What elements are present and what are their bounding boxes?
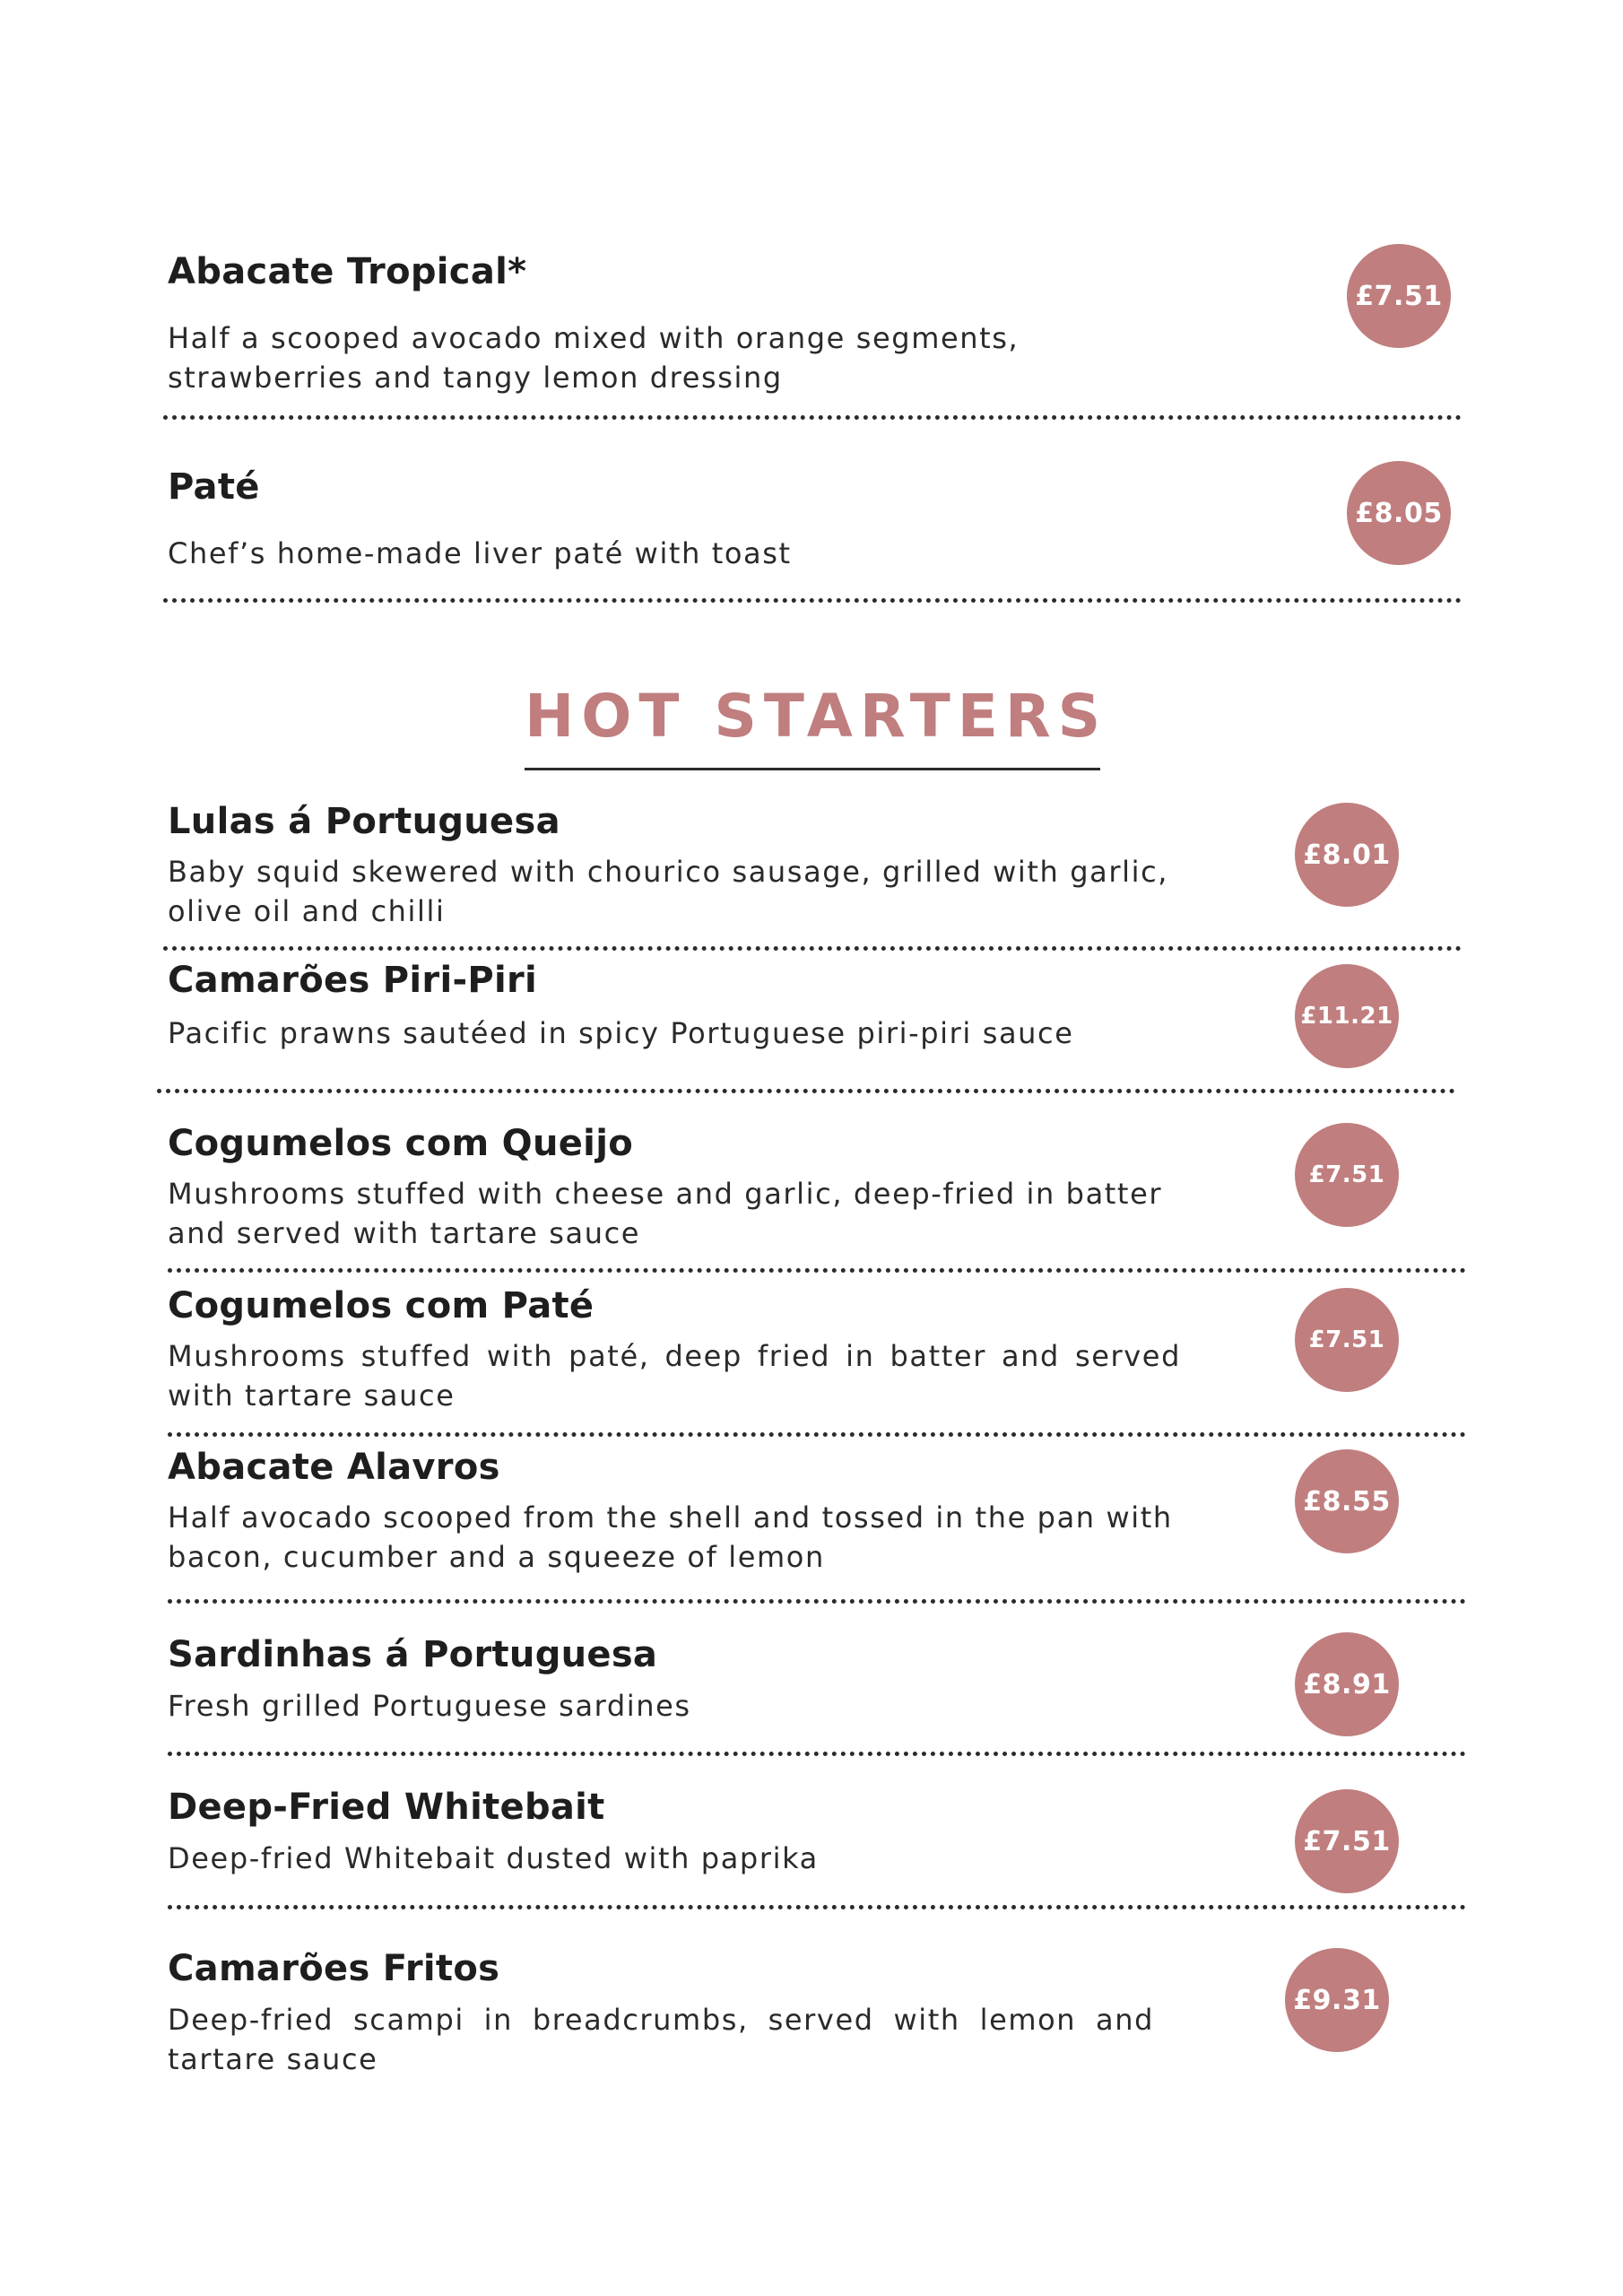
item-description: Deep-fried Whitebait dusted with paprika (168, 1841, 819, 1875)
section-underline (525, 768, 1100, 770)
item-name: Abacate Alavros (168, 1447, 500, 1488)
price-badge: £7.51 (1295, 1789, 1399, 1893)
dotted-divider (168, 1268, 1466, 1273)
item-description: Fresh grilled Portuguese sardines (168, 1689, 691, 1723)
item-description: Baby squid skewered with chourico sausage, grilled with garlic, olive oil and chilli (168, 855, 1169, 928)
price-badge: £8.05 (1347, 461, 1451, 565)
item-name: Cogumelos com Paté (168, 1285, 595, 1326)
price-badge: £8.01 (1295, 803, 1399, 907)
price-badge: £11.21 (1295, 964, 1399, 1068)
item-name: Deep-Fried Whitebait (168, 1787, 605, 1828)
dotted-divider (163, 598, 1462, 603)
price-badge: £8.55 (1295, 1449, 1399, 1553)
item-name: Camarões Fritos (168, 1948, 500, 1989)
item-name: Lulas á Portuguesa (168, 801, 560, 842)
price-badge: £9.31 (1285, 1948, 1389, 2052)
dotted-divider (168, 1432, 1466, 1437)
item-name: Sardinhas á Portuguesa (168, 1634, 658, 1675)
price-badge: £8.91 (1295, 1632, 1399, 1736)
item-name: Cogumelos com Queijo (168, 1123, 633, 1164)
section-title: HOT STARTERS (525, 682, 1108, 751)
item-name: Camarões Piri-Piri (168, 960, 538, 1001)
dotted-divider (163, 946, 1462, 951)
item-description: Mushrooms stuffed with cheese and garlic, deep-fried in batter and served with tartare sauce (168, 1177, 1163, 1250)
item-name: Paté (168, 466, 260, 508)
price-badge: £7.51 (1347, 244, 1451, 348)
price-badge: £7.51 (1295, 1123, 1399, 1227)
dotted-divider (168, 1905, 1466, 1909)
item-description: Half a scooped avocado mixed with orange segments, strawberries and tangy lemon dressing (168, 321, 1020, 395)
price-badge: £7.51 (1295, 1288, 1399, 1392)
dotted-divider (168, 1599, 1466, 1604)
dotted-divider (163, 415, 1462, 420)
item-description: Pacific prawns sautéed in spicy Portuguese piri-piri sauce (168, 1016, 1074, 1050)
item-description: Deep-fried scampi in breadcrumbs, served with lemon and tartare sauce (168, 2003, 1154, 2076)
item-description: Chef’s home-made liver paté with toast (168, 536, 792, 570)
dotted-divider (168, 1752, 1466, 1756)
dotted-divider (157, 1089, 1455, 1093)
item-description: Half avocado scooped from the shell and tossed in the pan with bacon, cucumber and a squeeze of lemon (168, 1500, 1173, 1574)
item-name: Abacate Tropical* (168, 251, 527, 292)
item-description: Mushrooms stuffed with paté, deep fried in batter and served with tartare sauce (168, 1339, 1181, 1413)
